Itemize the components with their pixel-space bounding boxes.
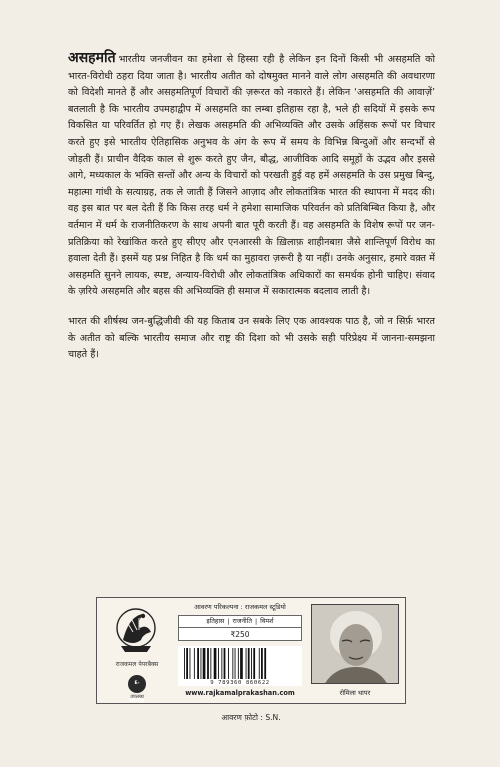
barcode-bar bbox=[248, 648, 250, 679]
publisher-name: राजकमल पेपरबैक्स bbox=[115, 661, 159, 668]
publisher-column bbox=[105, 604, 169, 704]
barcode-bar bbox=[197, 648, 199, 679]
barcode-bar bbox=[207, 648, 209, 679]
barcode-bar bbox=[235, 648, 236, 679]
lead-word: असहमति bbox=[68, 50, 116, 66]
barcode-bar bbox=[221, 648, 222, 679]
price: ₹250 bbox=[230, 630, 250, 639]
cover-photo-credit: आवरण फ़ोटो : S.N. bbox=[221, 713, 281, 722]
barcode-bar bbox=[184, 648, 185, 679]
barcode-bar bbox=[264, 648, 266, 679]
barcode-bars bbox=[178, 646, 302, 679]
blurb-paragraph-1-text: भारतीय जनजीवन का हमेशा से हिस्सा रही है लेकिन इन दिनों किसी भी असहमति को भारत-विरोधी ठहरा दिया जाता है। भारतीय अतीत को दोषमुक्त मानने वाले लोग असहमति की अवधारणा को विदेशी मानते हैं और असहमतिपूर्ण विचारों की ज़रूरत को नकारते हैं। लेकिन ‘असहमति की आवाज़ें’ बतलाती है कि भारतीय उपमहाद्वीप में असहमति का लम्बा इतिहास रहा है, भले ही सदियों में इसके रूप विकसित या परिवर्तित हो गए हैं। लेखक असहमति की अभिव्यक्ति और उसके अहिंसक रूपों पर विचार करते हुए इसे भारतीय ऐतिहासिक अनुभव के अंग के रूप में समय के विभिन्न बिन्दुओं और सन्दर्भों से जोड़ती हैं। प्राचीन वैदिक काल से शुरू करते हुए जैन, बौद्ध, आजीविक आदि समूहों के उद्भव और इससे आगे, मध्यकाल के भक्ति सन्तों और अन्य के विचारों को परखती हुई वह हमें असहमति के उस प्रमुख बिन्दु, महात्मा गांधी के सत्याग्रह, तक ले जाती हैं जिसने आज़ाद और लोकतांत्रिक भारत की स्थापना में मदद की। वह इस बात पर बल देती हैं कि किस तरह धर्म ने हमेशा सामाजिक परिवर्तन को प्रतिबिम्बित किया है, और वर्तमान में धर्म के राजनीतिकरण के साथ अपनी बात पूरी करती हैं। वह असहमति के विशेष रूपों पर जन-प्रतिक्रिया को रेखांकित करते हुए सीएए और एनआरसी के ख़िलाफ़ शाहीनबाग़ जैसे शान्तिपूर्ण विरोध का हवाला देती हैं। इसमें यह प्रश्न निहित है कि धर्म का मुहावरा ज़रूरी है या नहीं। उनके अनुसार, हमारे वक़्त में असहमति सुनने लायक, स्पष्ट, अन्याय-विरोधी और लोकतांत्रिक अधिकारों का समर्थक होनी चाहिए। संवाद के ज़रिये असहमति और बहस की अभिव्यक्ति ही समाज में सकारात्मक बदलाव लाती है। bbox=[68, 54, 435, 298]
category-item: इतिहास bbox=[206, 617, 225, 625]
category-list bbox=[179, 616, 301, 628]
ebook-label: उपलब्ध bbox=[130, 694, 144, 700]
barcode-bar bbox=[246, 648, 247, 679]
ebook-badge-icon: E-BOOK bbox=[128, 675, 146, 693]
category-separator: | bbox=[254, 617, 258, 625]
barcode-bar bbox=[194, 648, 195, 679]
barcode-bar bbox=[238, 648, 239, 679]
author-photo bbox=[311, 604, 399, 684]
barcode-bar bbox=[253, 648, 255, 679]
barcode-bar bbox=[186, 648, 188, 679]
publisher-website: www.rajkamalprakashan.com bbox=[185, 689, 295, 697]
barcode-bar bbox=[224, 648, 226, 679]
blurb-text bbox=[68, 50, 435, 377]
barcode-bar bbox=[259, 648, 260, 679]
category-item: राजनीति bbox=[232, 617, 252, 625]
barcode-bar bbox=[232, 648, 233, 679]
barcode-bar bbox=[201, 648, 202, 679]
barcode-bar bbox=[240, 648, 243, 679]
book-info-box bbox=[96, 597, 406, 704]
isbn-barcode bbox=[178, 646, 302, 686]
isbn-digits: 9 789360 860622 bbox=[178, 680, 302, 686]
barcode-bar bbox=[214, 648, 217, 679]
barcode-bar bbox=[228, 648, 229, 679]
cover-design-credit: आवरण परिकल्पना : राजकमल स्टूडियो bbox=[194, 603, 286, 611]
barcode-bar bbox=[203, 648, 206, 679]
price-panel bbox=[178, 615, 302, 641]
blurb-paragraph-1 bbox=[68, 50, 435, 301]
author-portrait-image bbox=[312, 605, 399, 684]
rajkamal-peacock-logo-icon bbox=[113, 606, 159, 658]
barcode-bar bbox=[261, 648, 263, 679]
barcode-bar bbox=[210, 648, 211, 679]
category-item: विमर्श bbox=[260, 617, 274, 625]
barcode-bar bbox=[190, 648, 191, 679]
blurb-paragraph-2: भारत की शीर्षस्थ जन-बुद्धिजीवी की यह किताब उन सबके लिए एक आवश्यक पाठ है, जो न सिर्फ़ भारत के अतीत को बल्कि भारतीय समाज और राष्ट्र की दिशा को भी उसके सही परिप्रेक्ष्य में जानना-समझना चाहते हैं। bbox=[68, 315, 435, 361]
barcode-bar bbox=[218, 648, 219, 679]
author-name: रोमिला थापर bbox=[339, 689, 371, 697]
barcode-bar bbox=[251, 648, 252, 679]
category-separator: | bbox=[227, 617, 230, 625]
